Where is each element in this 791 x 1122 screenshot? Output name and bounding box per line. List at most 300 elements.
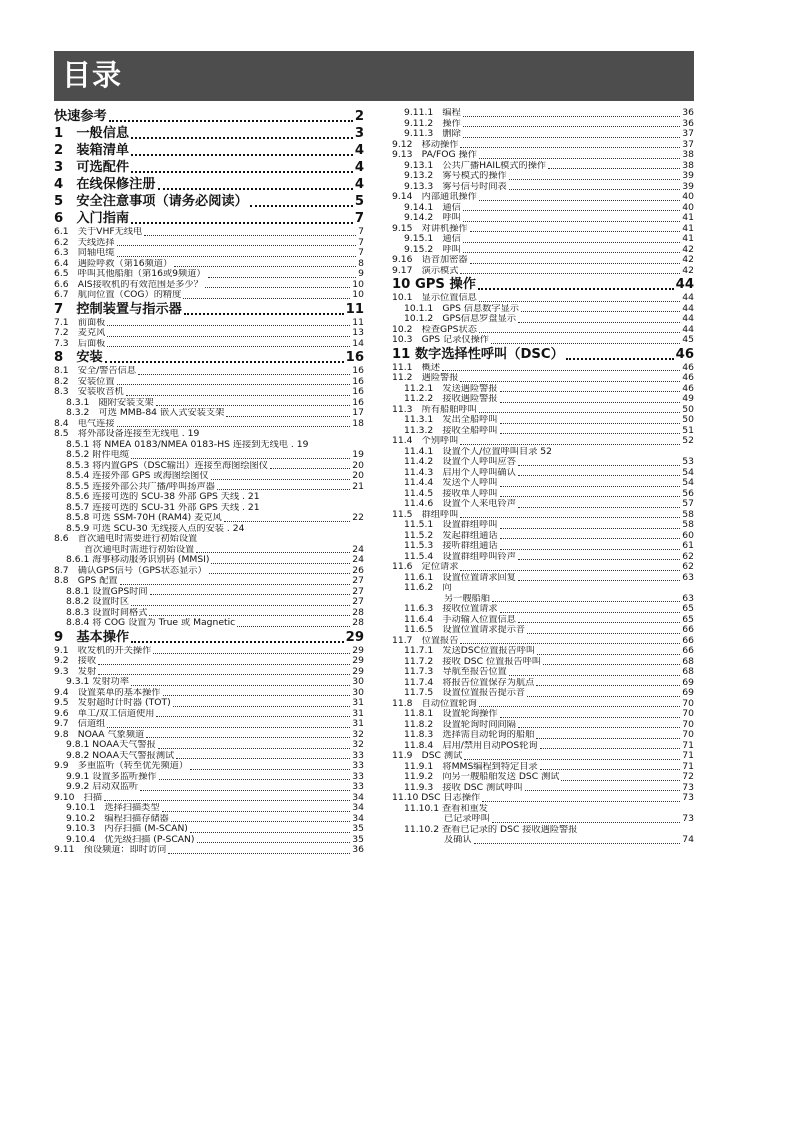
toc-entry-page: 2	[354, 109, 364, 124]
toc-entry-page: 33	[352, 782, 364, 792]
toc-entry[interactable]	[54, 349, 364, 366]
toc-entry-page: 54	[682, 478, 694, 488]
toc-entry[interactable]	[392, 182, 694, 193]
toc-entry-title: 9.13.1 公共广播HAIL模式的操作	[404, 160, 547, 171]
toc-entry[interactable]	[392, 499, 694, 510]
dot-leader	[463, 221, 681, 222]
toc-entry[interactable]	[392, 793, 694, 804]
toc-entry-page: 40	[682, 202, 694, 213]
toc-entry-page: 71	[682, 751, 694, 761]
toc-entry[interactable]	[54, 761, 364, 772]
toc-entry[interactable]	[392, 657, 694, 668]
toc-entry[interactable]	[54, 751, 364, 762]
toc-entry-page: 32	[352, 740, 364, 750]
toc-entry[interactable]	[54, 524, 364, 535]
dot-leader	[460, 570, 680, 571]
toc-entry[interactable]	[392, 394, 694, 405]
toc-entry-title: 9.10 扫描	[54, 792, 103, 803]
toc-entry[interactable]	[54, 176, 364, 193]
dot-leader	[226, 416, 350, 417]
toc-entry-page: 72	[682, 772, 694, 782]
toc-entry[interactable]	[392, 510, 694, 521]
toc-entry[interactable]	[54, 328, 364, 339]
toc-entry[interactable]	[392, 108, 694, 119]
dot-leader	[120, 584, 351, 585]
toc-entry[interactable]	[392, 245, 694, 256]
dot-leader	[500, 433, 681, 434]
toc-entry[interactable]	[392, 457, 694, 468]
toc-entry[interactable]	[54, 366, 364, 377]
toc-entry[interactable]	[392, 604, 694, 615]
dot-leader	[460, 147, 680, 148]
toc-entry[interactable]	[392, 741, 694, 752]
dot-leader	[479, 332, 680, 333]
toc-entry-page: 70	[682, 730, 694, 740]
toc-entry[interactable]	[54, 210, 364, 227]
toc-entry-page: 66	[682, 635, 694, 646]
toc-entry-page: 52	[682, 436, 694, 446]
toc-entry[interactable]	[392, 751, 694, 762]
toc-entry-title: 9.15.2 呼叫	[404, 244, 461, 255]
toc-entry-title: 11.9.3 接收 DSC 测试呼叫	[404, 782, 523, 793]
toc-entry-title: 5 安全注意事项（请务必阅读）	[54, 194, 248, 209]
toc-entry[interactable]	[392, 447, 694, 458]
toc-entry[interactable]	[54, 597, 364, 608]
toc-entry[interactable]	[54, 845, 364, 856]
toc-entry[interactable]	[392, 276, 694, 293]
toc-entry-page: 63	[682, 572, 694, 583]
dot-leader	[183, 298, 350, 299]
toc-entry[interactable]	[392, 266, 694, 277]
toc-entry[interactable]	[392, 304, 694, 315]
toc-entry[interactable]	[392, 814, 694, 825]
toc-entry-title: 11.5.1 设置群组呼叫	[404, 520, 498, 530]
toc-entry[interactable]	[54, 492, 364, 503]
toc-entry-page: 4	[354, 143, 364, 158]
toc-entry[interactable]	[54, 193, 364, 210]
dot-leader	[518, 580, 680, 581]
dot-leader	[482, 801, 680, 802]
toc-entry[interactable]	[392, 720, 694, 731]
dot-leader	[548, 168, 680, 169]
toc-entry-page: 33	[352, 771, 364, 782]
toc-entry[interactable]	[392, 730, 694, 741]
toc-entry[interactable]	[54, 290, 364, 301]
toc-entry[interactable]	[392, 213, 694, 224]
toc-entry[interactable]	[392, 314, 694, 325]
toc-entry-page: 44	[682, 293, 694, 303]
dot-leader	[518, 507, 680, 508]
toc-entry-title: 10.1.1 GPS 信息数字显示	[404, 303, 519, 314]
toc-entry-page: 41	[682, 213, 694, 223]
toc-entry-title: 8.5.2 附件电缆	[66, 450, 130, 460]
toc-entry-page: 7	[358, 227, 364, 237]
toc-entry-title: 11.9.2 向另一艘船舶发送 DSC 测试	[404, 772, 560, 782]
toc-entry-title: 9.8.1 NOAA天气警报	[66, 740, 156, 750]
toc-entry-title: 及确认	[444, 835, 472, 845]
toc-entry[interactable]	[392, 667, 694, 678]
toc-entry[interactable]	[54, 408, 364, 419]
toc-entry[interactable]	[392, 804, 694, 815]
toc-entry[interactable]	[392, 426, 694, 437]
toc-entry-title: 11.7.3 导航至报告位置	[404, 667, 507, 677]
toc-entry[interactable]	[392, 678, 694, 689]
toc-entry-title: 9.11.3 删除	[404, 129, 461, 139]
toc-entry-page: 41	[682, 234, 694, 244]
dot-leader	[250, 205, 353, 207]
toc-entry[interactable]	[54, 513, 364, 524]
toc-entry-page: 34	[352, 803, 364, 813]
toc-entry-page: 69	[682, 677, 694, 688]
toc-entry-title: 6.1 关于VHF无线电	[54, 227, 143, 237]
toc-entry[interactable]	[54, 398, 364, 409]
dot-leader	[171, 821, 351, 822]
toc-entry[interactable]	[54, 835, 364, 846]
toc-entry-title: 6.6 AIS接收机的有效范围是多少？	[54, 279, 203, 290]
toc-entry-title: 11.4.3 启用个人呼叫确认	[404, 467, 516, 478]
toc-entry-title: 11.5.3 接听群组通话	[404, 541, 498, 551]
toc-entry[interactable]	[54, 159, 364, 176]
dot-leader	[470, 263, 681, 264]
dot-leader	[479, 301, 681, 302]
toc-entry[interactable]	[392, 234, 694, 245]
toc-entry-title: 11.2.2 接收遇险警报	[404, 394, 498, 404]
toc-entry[interactable]	[392, 783, 694, 794]
toc-entry[interactable]	[392, 772, 694, 783]
dot-leader	[491, 343, 680, 344]
toc-entry-page: 7	[358, 248, 364, 258]
toc-entry[interactable]	[54, 125, 364, 142]
dot-leader	[208, 277, 357, 278]
toc-entry[interactable]	[54, 387, 364, 398]
toc-entry-title: 8.8.1 设置GPS时间	[66, 586, 148, 597]
toc-entry-title: 8.8 GPS 配置	[54, 576, 118, 586]
toc-entry-page: 71	[682, 740, 694, 751]
toc-entry[interactable]	[54, 803, 364, 814]
dot-leader	[536, 685, 680, 686]
toc-entry[interactable]	[392, 436, 694, 447]
toc-entry-page: 42	[682, 255, 694, 265]
toc-entry[interactable]	[392, 552, 694, 563]
toc-entry-title: 9.13.2 雾号模式的操作	[404, 171, 507, 181]
toc-entry[interactable]	[54, 503, 364, 514]
toc-entry[interactable]	[54, 461, 364, 472]
toc-entry-title: 8.5 将外部设备连接至无线电 . 19	[54, 429, 200, 439]
toc-entry[interactable]	[392, 405, 694, 416]
toc-entry[interactable]	[392, 562, 694, 573]
toc-entry-page: 38	[682, 160, 694, 171]
toc-entry[interactable]	[54, 677, 364, 688]
toc-entry[interactable]	[392, 825, 694, 836]
toc-entry[interactable]	[392, 171, 694, 182]
toc-entry[interactable]	[392, 520, 694, 531]
toc-column-left	[54, 108, 364, 856]
toc-entry[interactable]	[54, 793, 364, 804]
toc-entry-title: 11.6.5 设置位置请求提示音	[404, 625, 526, 635]
dot-leader	[158, 748, 350, 749]
toc-entry-title: 6.7 航向位置（COG）的精度	[54, 290, 182, 300]
toc-entry[interactable]	[392, 762, 694, 773]
dot-leader	[109, 120, 353, 122]
toc-entry-page: 62	[682, 562, 694, 572]
toc-entry[interactable]	[54, 566, 364, 577]
toc-entry[interactable]	[392, 224, 694, 235]
toc-entry-title: 11.9 DSC 测试	[392, 751, 463, 761]
toc-entry[interactable]	[54, 280, 364, 291]
toc-entry-page: 46	[675, 346, 694, 362]
toc-entry[interactable]	[54, 248, 364, 259]
dot-leader	[190, 769, 350, 770]
toc-entry-page: 29	[345, 629, 364, 645]
toc-entry-title: 11.4 个别呼叫	[392, 436, 459, 446]
toc-entry[interactable]	[54, 719, 364, 730]
toc-entry-title: 4 在线保修注册	[54, 177, 156, 192]
toc-entry-title: 9.14 内部通讯操作	[392, 192, 477, 202]
page-title: 目录	[62, 58, 123, 92]
dot-leader	[537, 654, 680, 655]
toc-entry-page: 4	[354, 177, 364, 192]
toc-entry[interactable]	[392, 140, 694, 151]
toc-entry[interactable]	[392, 541, 694, 552]
toc-entry[interactable]	[54, 656, 364, 667]
toc-entry-title: 10.3 GPS 记录仪操作	[392, 335, 489, 345]
dot-leader	[463, 116, 681, 117]
toc-entry[interactable]	[54, 667, 364, 678]
toc-entry-page: 11	[352, 317, 364, 328]
dot-leader	[196, 552, 350, 553]
toc-entry[interactable]	[392, 709, 694, 720]
dot-leader	[190, 832, 350, 833]
toc-entry[interactable]	[392, 384, 694, 395]
toc-entry-page: 27	[352, 586, 364, 597]
toc-entry-title: 9.11 预设频道：即时访问	[54, 845, 167, 855]
toc-entry-title: 11.7 位置报告	[392, 635, 459, 646]
toc-entry[interactable]	[54, 450, 364, 461]
toc-entry-title: 11.4.4 发送个人呼叫	[404, 478, 498, 488]
dot-leader	[163, 695, 351, 696]
toc-entry-title: 7 控制装置与指示器	[54, 301, 182, 317]
dot-leader	[98, 664, 350, 665]
toc-entry[interactable]	[54, 740, 364, 751]
toc-entry-title: 11.8.3 选择需自动轮询的船舶	[404, 730, 535, 740]
dot-leader	[509, 179, 681, 180]
toc-entry-title: 9.9.1 设置多监听操作	[66, 771, 157, 782]
dot-leader	[205, 287, 350, 288]
dot-leader	[479, 412, 681, 413]
dot-leader	[149, 615, 350, 616]
toc-entry[interactable]	[392, 615, 694, 626]
toc-entry[interactable]	[392, 478, 694, 489]
toc-entry[interactable]	[392, 119, 694, 130]
toc-entry[interactable]	[54, 318, 364, 329]
toc-entry[interactable]	[392, 363, 694, 374]
toc-entry[interactable]	[54, 419, 364, 430]
dot-leader	[209, 573, 351, 574]
toc-entry-page: 50	[682, 404, 694, 415]
toc-entry[interactable]	[54, 587, 364, 598]
dot-leader	[463, 252, 681, 253]
toc-entry-title: 9.10.1 选择扫描类型	[66, 803, 160, 813]
toc-entry-title: 8.5.3 将内置GPS（DSC输出）连接至海图绘图仪	[66, 460, 268, 471]
toc-entry[interactable]	[54, 629, 364, 646]
toc-entry[interactable]	[392, 203, 694, 214]
dot-leader	[518, 475, 680, 476]
toc-entry[interactable]	[392, 489, 694, 500]
dot-leader	[131, 171, 353, 173]
toc-entry[interactable]	[54, 814, 364, 825]
toc-entry[interactable]	[54, 576, 364, 587]
toc-entry-title: 8.8.2 设置时区	[66, 597, 130, 607]
toc-entry[interactable]	[54, 772, 364, 783]
toc-entry[interactable]	[392, 150, 694, 161]
toc-entry[interactable]	[54, 545, 364, 556]
toc-entry-title: 8.5.9 可选 SCU-30 无线接入点的安装 . 24	[66, 523, 245, 534]
toc-entry-title: 11.7.5 设置位置报告提示音	[404, 688, 526, 698]
toc-entry[interactable]	[54, 440, 364, 451]
toc-entry[interactable]	[392, 583, 694, 594]
toc-entry-title: 11.6.4 手动输入位置信息	[404, 614, 516, 625]
toc-entry-page: 36	[682, 108, 694, 118]
toc-entry[interactable]	[54, 238, 364, 249]
toc-entry[interactable]	[54, 142, 364, 159]
toc-entry[interactable]	[392, 129, 694, 140]
dot-leader	[478, 288, 674, 290]
toc-entry-title: 11.5 群组呼叫	[392, 509, 459, 520]
toc-entry[interactable]	[392, 335, 694, 346]
toc-entry[interactable]	[392, 835, 694, 846]
toc-entry-page: 34	[352, 813, 364, 824]
toc-entry-page: 32	[352, 729, 364, 740]
dot-leader	[500, 496, 681, 497]
toc-entry[interactable]	[392, 255, 694, 266]
toc-entry[interactable]	[392, 373, 694, 384]
toc-entry[interactable]	[54, 646, 364, 657]
toc-entry-page: 70	[682, 698, 694, 709]
toc-entry[interactable]	[392, 636, 694, 647]
toc-entry[interactable]	[54, 782, 364, 793]
toc-entry[interactable]	[54, 471, 364, 482]
dot-leader	[492, 822, 680, 823]
toc-entry[interactable]	[54, 108, 364, 125]
dot-leader	[270, 468, 350, 469]
toc-entry-title: 11.8.4 启用/禁用自动POS轮询	[404, 740, 538, 751]
toc-entry-page: 37	[682, 129, 694, 139]
dot-leader	[98, 674, 350, 675]
toc-entry[interactable]	[392, 688, 694, 699]
dot-leader	[162, 811, 351, 812]
dot-leader	[197, 842, 351, 843]
toc-entry[interactable]	[54, 429, 364, 440]
toc-entry[interactable]	[54, 608, 364, 619]
toc-entry-page: 49	[682, 394, 694, 404]
dot-leader	[107, 346, 350, 347]
dot-leader	[521, 311, 680, 312]
toc-entry-page: 14	[352, 338, 364, 349]
toc-entry[interactable]	[54, 824, 364, 835]
dot-leader	[104, 800, 350, 801]
toc-entry-page: 7	[354, 211, 364, 226]
toc-entry[interactable]	[392, 192, 694, 203]
dot-leader	[156, 716, 350, 717]
toc-entry-title: 6.3 同轴电缆	[54, 248, 115, 258]
toc-entry[interactable]	[392, 699, 694, 710]
toc-entry-page: 51	[682, 425, 694, 436]
toc-entry[interactable]	[54, 227, 364, 238]
dot-leader	[540, 748, 681, 749]
toc-entry-page: 16	[352, 397, 364, 408]
toc-entry[interactable]	[392, 346, 694, 363]
toc-entry[interactable]	[54, 709, 364, 720]
toc-entry-page: 26	[352, 565, 364, 576]
toc-entry[interactable]	[54, 339, 364, 350]
toc-entry-title: 9.9 多重监听（转至优先频道）	[54, 761, 189, 771]
dot-leader	[159, 779, 351, 780]
toc-entry-title: 9.4 设置菜单的基本操作	[54, 687, 161, 698]
toc-entry-page: 65	[682, 614, 694, 625]
toc-entry[interactable]	[54, 555, 364, 566]
toc-entry-page: 36	[682, 118, 694, 129]
toc-entry-title: 9.9.2 启动双监听	[66, 782, 139, 792]
toc-entry[interactable]	[392, 325, 694, 336]
toc-entry-page: 31	[352, 698, 364, 708]
toc-entry-title: 6.5 呼叫其他船舶（第16或9频道）	[54, 269, 206, 279]
dot-leader	[107, 325, 350, 326]
toc-entry-page: 24	[352, 544, 364, 555]
toc-entry-page: 34	[352, 792, 364, 803]
toc-entry[interactable]	[54, 730, 364, 741]
dot-leader	[211, 563, 350, 564]
dot-leader	[460, 643, 680, 644]
toc-entry[interactable]	[54, 688, 364, 699]
toc-entry[interactable]	[54, 534, 364, 545]
toc-entry[interactable]	[392, 415, 694, 426]
dot-leader	[224, 521, 351, 522]
toc-entry-title: 8.5.6 连接可选的 SCU-38 外部 GPS 天线 . 21	[66, 492, 260, 502]
toc-entry-title: 8.7 确认GPS信号（GPS状态显示）	[54, 565, 207, 576]
toc-entry-page: 11	[345, 301, 364, 317]
toc-entry[interactable]	[392, 646, 694, 657]
toc-entry-page: 39	[682, 181, 694, 192]
toc-entry-title: 9.8 NOAA 气象频道	[54, 729, 145, 740]
toc-entry[interactable]	[54, 259, 364, 270]
toc-entry[interactable]	[54, 698, 364, 709]
toc-entry[interactable]	[54, 269, 364, 280]
toc-entry-title: 11.3.2 接收全船呼叫	[404, 425, 498, 436]
toc-entry-title: 11.10 DSC 日志操作	[392, 793, 481, 803]
toc-entry[interactable]	[54, 618, 364, 629]
toc-entry[interactable]	[392, 531, 694, 542]
toc-entry-page: 9	[358, 269, 364, 279]
dot-leader	[158, 188, 353, 190]
toc-entry-page: 19	[352, 450, 364, 460]
toc-entry[interactable]	[54, 377, 364, 388]
toc-entry-title: 10.2 检查GPS状态	[392, 324, 477, 335]
toc-entry[interactable]	[392, 573, 694, 584]
toc-entry[interactable]	[392, 625, 694, 636]
toc-entry-title: 11.1 概述	[392, 362, 441, 373]
dot-leader	[107, 336, 350, 337]
toc-entry[interactable]	[392, 468, 694, 479]
toc-entry-title: 9.1 收发机的开关操作	[54, 645, 152, 656]
toc-entry[interactable]	[54, 482, 364, 493]
toc-entry[interactable]	[392, 293, 694, 304]
toc-entry-page: 44	[682, 324, 694, 335]
toc-entry[interactable]	[54, 301, 364, 318]
toc-entry[interactable]	[392, 161, 694, 172]
toc-entry-page: 74	[682, 835, 694, 845]
toc-entry[interactable]	[392, 594, 694, 605]
toc-entry-page: 70	[682, 709, 694, 719]
